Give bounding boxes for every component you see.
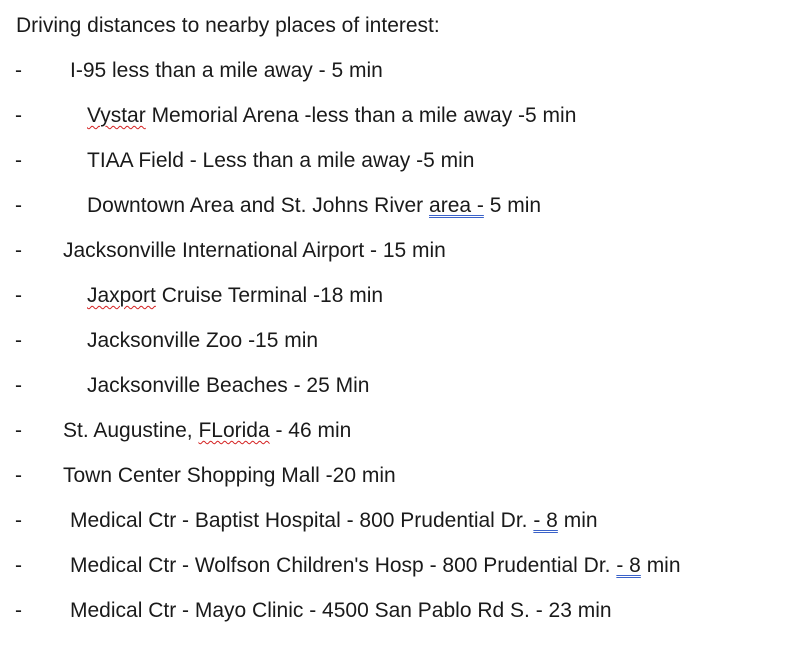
document-heading: Driving distances to nearby places of interest:: [16, 14, 440, 37]
grammar-flagged-text: - 8: [533, 509, 558, 532]
text-run: Jacksonville International Airport - 15 min: [63, 239, 446, 262]
list-item-text: [87, 102, 576, 130]
text-run: Medical Ctr - Mayo Clinic - 4500 San Pablo Rd S. - 23 min: [70, 599, 612, 622]
bullet-dash: -: [15, 194, 22, 217]
grammar-flagged-text: - 8: [616, 554, 641, 577]
text-run: Memorial Arena -less than a mile away -5 min: [145, 104, 577, 127]
bullet-dash: -: [15, 239, 22, 262]
list-item-text: [70, 57, 383, 85]
bullet-dash: -: [15, 329, 22, 352]
list-item-text: [87, 372, 369, 400]
bullet-dash: -: [15, 284, 22, 307]
text-run: Downtown Area and St. Johns River: [87, 194, 430, 217]
list-item-text: [87, 192, 541, 220]
text-run: Medical Ctr - Wolfson Children's Hosp - 800 Prudential Dr.: [70, 554, 617, 577]
text-run: Jacksonville Zoo -15 min: [87, 329, 319, 352]
list-item-text: [63, 417, 351, 445]
list-item-text: [63, 237, 446, 265]
list-item-text: [70, 597, 612, 625]
text-run: - 46 min: [269, 419, 352, 442]
bullet-dash: -: [15, 374, 22, 397]
text-run: min: [640, 554, 681, 577]
list-item-text: [87, 327, 318, 355]
bullet-dash: -: [15, 104, 22, 127]
list-item-text: [63, 462, 396, 490]
bullet-dash: -: [15, 59, 22, 82]
text-run: TIAA Field - Less than a mile away -5 min: [87, 149, 475, 172]
text-run: I-95 less than a mile away - 5 min: [70, 59, 383, 82]
text-run: Cruise Terminal -18 min: [155, 284, 384, 307]
list-item-text: [87, 147, 475, 175]
text-run: St. Augustine,: [63, 419, 199, 442]
text-run: Jacksonville Beaches - 25 Min: [87, 374, 370, 397]
spelling-flagged-word: FLorida: [198, 419, 270, 442]
bullet-dash: -: [15, 509, 22, 532]
grammar-flagged-text: area -: [429, 194, 484, 217]
text-run: 5 min: [483, 194, 542, 217]
bullet-dash: -: [15, 554, 22, 577]
text-run: min: [557, 509, 598, 532]
bullet-dash: -: [15, 599, 22, 622]
text-run: Town Center Shopping Mall -20 min: [63, 464, 396, 487]
list-item-text: [87, 282, 383, 310]
list-item-text: [70, 552, 681, 580]
text-run: Medical Ctr - Baptist Hospital - 800 Prudential Dr.: [70, 509, 534, 532]
spelling-flagged-word: Jaxport: [87, 284, 156, 307]
spelling-flagged-word: Vystar: [87, 104, 146, 127]
list-item-text: [70, 507, 598, 535]
bullet-dash: -: [15, 419, 22, 442]
bullet-dash: -: [15, 149, 22, 172]
bullet-dash: -: [15, 464, 22, 487]
